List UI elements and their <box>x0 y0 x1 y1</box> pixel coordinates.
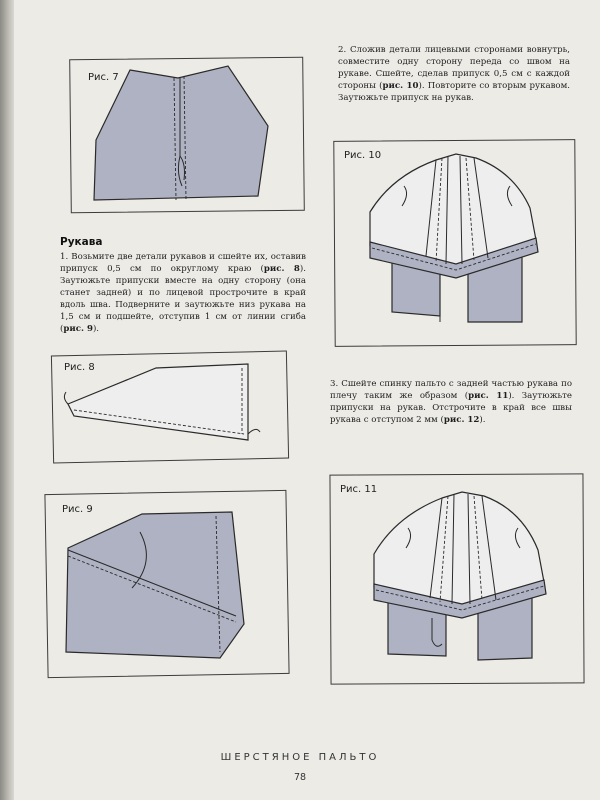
step-2-text <box>338 44 570 104</box>
page-edge <box>0 0 14 800</box>
step-3-part-c: ). <box>479 415 486 425</box>
figure-10-illustration <box>364 146 554 336</box>
step-1-ref-fig8: рис. 8 <box>263 264 300 274</box>
step-3-part-a: Сшейте спинку пальто с задней частью рукава по плечу таким же образом ( <box>330 379 572 401</box>
step-3-ref-fig11: рис. 11 <box>468 391 509 401</box>
figure-9-illustration <box>60 512 260 662</box>
step-1-text <box>60 251 306 335</box>
step-1-part-a: Возьмите две детали рукавов и сшейте их, оставив припуск 0,5 см по округлому краю ( <box>60 252 306 274</box>
step-1-part-c: ). <box>92 324 100 334</box>
step-3-text <box>330 378 572 426</box>
step-2-part-a: Сложив детали лицевыми сторонами вовнутрь, совместите одну сторону переда со швом на рукаве. Сшейте, сделав припуск 0,5 см с каждой стороны ( <box>338 45 570 91</box>
section-heading-sleeves: Рукава <box>60 236 103 248</box>
step-3-number: 3. <box>330 379 339 389</box>
step-2-number: 2. <box>338 45 347 55</box>
step-2-part-b: ). Повторите со вторым рукавом. Заутюжьте припуск на рукав. <box>338 81 570 103</box>
step-3-ref-fig12: рис. 12 <box>443 415 480 425</box>
figure-11-caption: Рис. 11 <box>340 484 378 495</box>
figure-7-caption: Рис. 7 <box>88 72 119 83</box>
figure-10-caption: Рис. 10 <box>344 150 382 161</box>
step-2-ref-fig10: рис. 10 <box>382 81 419 91</box>
figure-7-illustration <box>90 64 290 204</box>
running-footer-title: ШЕРСТЯНОЕ ПАЛЬТО <box>220 752 380 763</box>
step-1-number: 1. <box>60 252 69 262</box>
step-1-part-b: ). Заутюжьте припуски вместе на одну сторону (она станет задней) и по лицевой прострочите в край вдоль шва. Подверните и заутюжьте низ рукава на 1,5 см и подшейте, отступив 1 см от линии сгиба ( <box>60 264 306 334</box>
figure-9-caption: Рис. 9 <box>62 504 93 515</box>
page-number: 78 <box>293 772 307 783</box>
step-3-part-b: ). Заутюжьте припуски на рукав. Отстрочите в край все швы рукава с отступом 2 мм ( <box>330 391 572 425</box>
figure-8-caption: Рис. 8 <box>64 362 95 373</box>
step-1-ref-fig9: рис. 9 <box>63 324 93 334</box>
figure-8-illustration <box>60 360 270 450</box>
figure-11-illustration <box>370 484 560 674</box>
